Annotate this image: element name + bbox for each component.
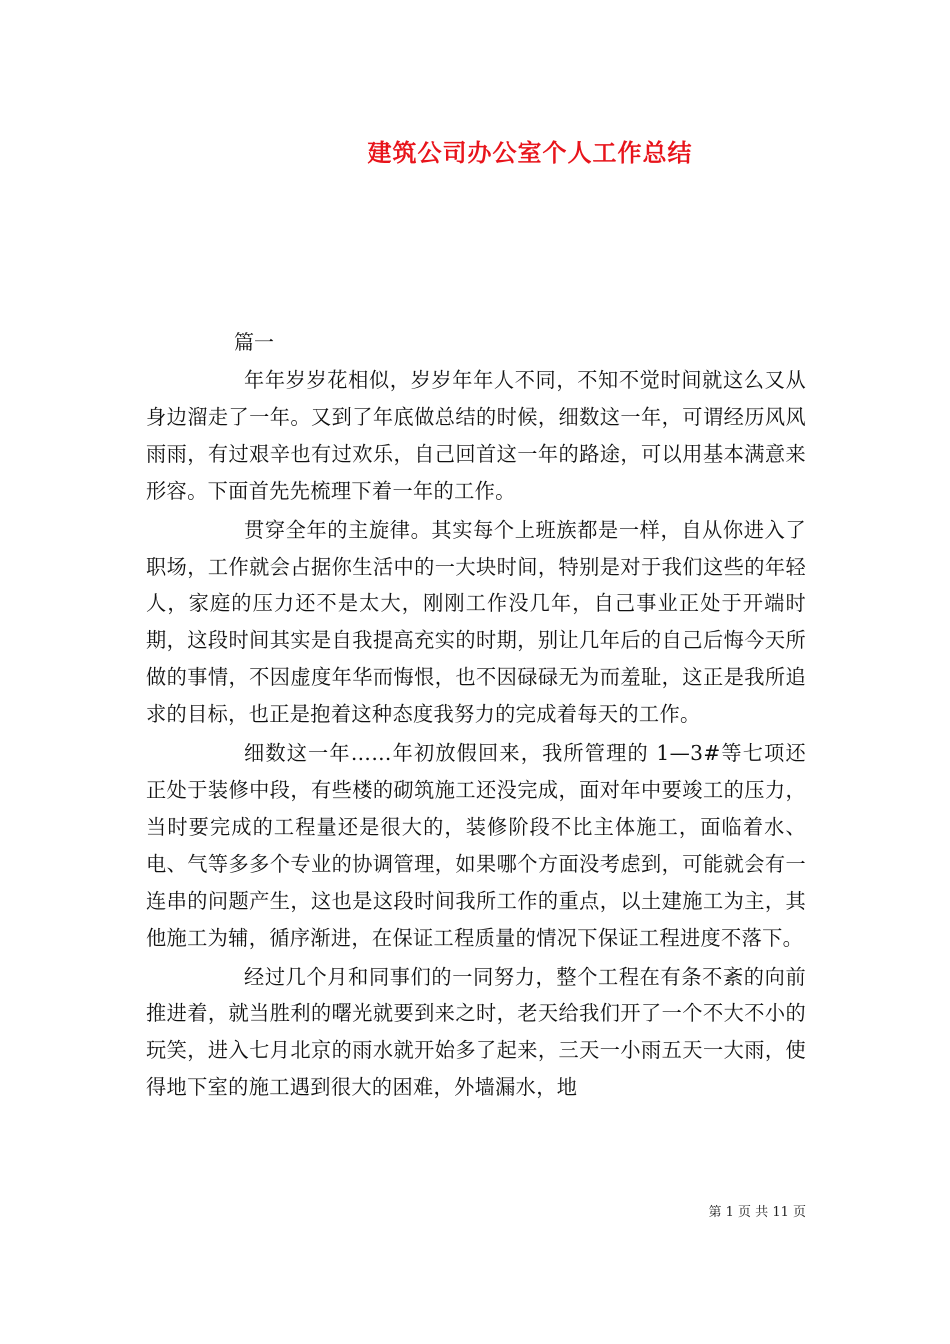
paragraph-2: 贯穿全年的主旋律。其实每个上班族都是一样，自从你进入了职场，工作就会占据你生活中的一大块时间，特别是对于我们这些的年轻人，家庭的压力还不是太大，刚刚工作没几年，自己事业正处于开端时期，这段时间其实是自我提高充实的时期，别让几年后的自己后悔今天所做的事情，不因虚度年华而悔恨，也不因碌碌无为而羞耻，这正是我所追求的目标，也正是抱着这种态度我努力的完成着每天的工作。	[146, 517, 806, 727]
page-title: 建筑公司办公室个人工作总结	[367, 138, 693, 167]
document-body	[146, 362, 806, 1108]
section-label: 篇一	[234, 330, 274, 354]
paragraph-4: 经过几个月和同事们的一同努力，整个工程在有条不紊的向前推进着，就当胜利的曙光就要到来之时，老天给我们开了一个不大不小的玩笑，进入七月北京的雨水就开始多了起来，三天一小雨五天一大雨，使得地下室的施工遇到很大的困难，外墙漏水，地	[146, 964, 806, 1100]
page-number-footer: 第 1 页 共 11 页	[708, 1205, 806, 1220]
paragraph-1: 年年岁岁花相似，岁岁年年人不同，不知不觉时间就这么又从身边溜走了一年。又到了年底做总结的时候，细数这一年，可谓经历风风雨雨，有过艰辛也有过欢乐，自己回首这一年的路途，可以用基本满意来形容。下面首先先梳理下着一年的工作。	[146, 368, 806, 503]
paragraph-3: 细数这一年……年初放假回来，我所管理的 1—3#等七项还正处于装修中段，有些楼的砌筑施工还没完成，面对年中要竣工的压力，当时要完成的工程量还是很大的，装修阶段不比主体施工，面临着水、电、气等多多个专业的协调管理，如果哪个方面没考虑到，可能就会有一连串的问题产生，这也是这段时间我所工作的重点，以土建施工为主，其他施工为辅，循序渐进，在保证工程质量的情况下保证工程进度不落下。	[146, 741, 806, 950]
